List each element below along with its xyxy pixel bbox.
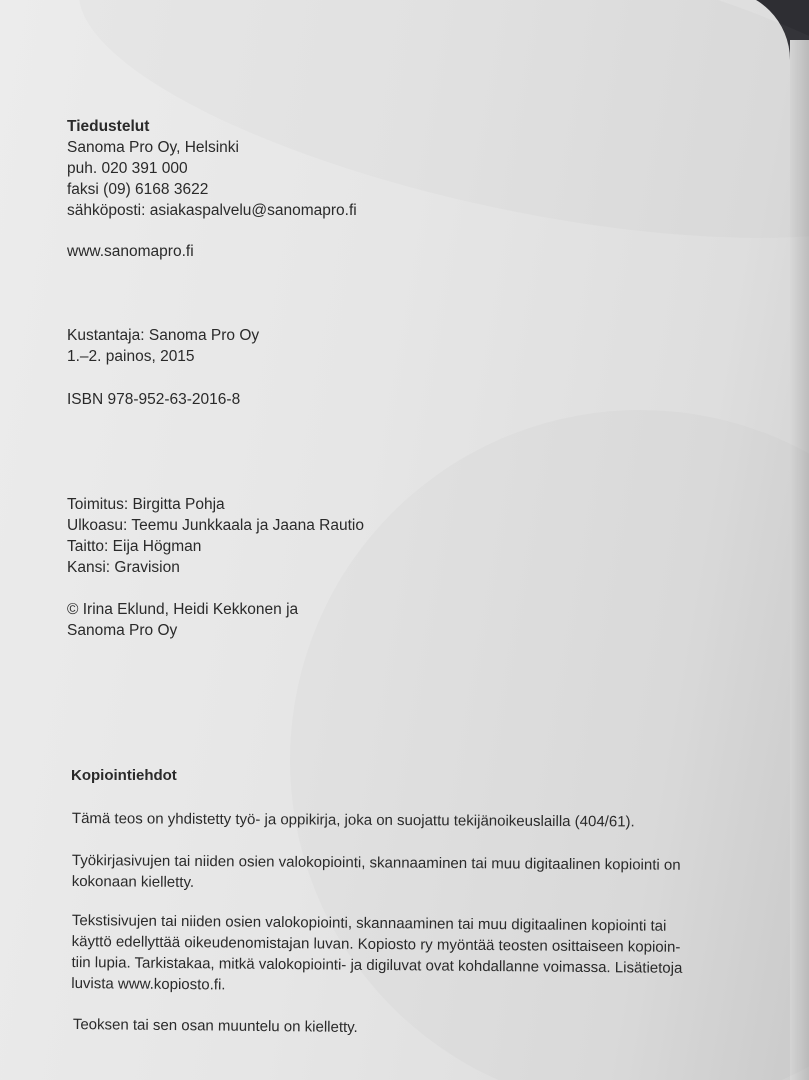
contact-block [67,116,357,221]
credit-cover: Kansi: Gravision [67,559,180,576]
contact-company: Sanoma Pro Oy, Helsinki [67,139,239,156]
contact-website: www.sanomapro.fi [67,243,194,260]
website-block [67,241,194,262]
isbn: ISBN 978-952-63-2016-8 [67,391,241,408]
terms-p3-line-3: tiin lupia. Tarkistakaa, mitkä valokopiointi- ja digiluvat ovat kohdallanne voimassa. Lisätietoja [71,953,683,977]
credit-editor: Toimitus: Birgitta Pohja [67,496,225,513]
terms-paragraph-2 [72,850,692,897]
contact-phone: puh. 020 391 000 [67,160,188,177]
terms-heading: Kopiointiehdot [71,767,177,784]
contact-fax: faksi (09) 6168 3622 [67,181,209,198]
copyright-line-1: © Irina Eklund, Heidi Kekkonen ja [67,601,299,618]
contact-email: sähköposti: asiakaspalvelu@sanomapro.fi [67,202,357,219]
copyright-line-2: Sanoma Pro Oy [67,622,178,639]
terms-p3-line-2: käyttö edellyttää oikeudenomistajan luvan. Kopiosto ry myöntää teosten osittaiseen kopioin- [71,932,681,956]
terms-paragraph-3 [71,910,692,1000]
credits-block [67,494,364,578]
terms-p3-line-1: Tekstisivujen tai niiden osien valokopiointi, skannaaminen tai muu digitaalinen kopiointi tai [71,911,667,935]
terms-heading-block [71,765,691,786]
publication-block [67,325,259,367]
isbn-block [67,389,240,410]
credit-typesetting: Taitto: Eija Högman [67,538,202,555]
terms-p3-line-4: luvista www.kopiosto.fi. [71,974,226,994]
copyright-block [67,599,298,641]
terms-p1: Tämä teos on yhdistetty työ- ja oppikirja, joka on suojattu tekijänoikeuslailla (404/61). [71,809,635,831]
contact-heading: Tiedustelut [67,118,150,135]
publisher: Kustantaja: Sanoma Pro Oy [67,327,260,344]
terms-p2-line-2: kokonaan kielletty. [71,872,195,891]
edition: 1.–2. painos, 2015 [67,348,195,365]
terms-paragraph-1 [72,808,692,833]
terms-p2-line-1: Työkirjasivujen tai niiden osien valokopiointi, skannaaminen tai muu digitaalinen kopiointi on [71,851,681,874]
credit-layout: Ulkoasu: Teemu Junkkaala ja Jaana Rautio [67,517,364,534]
terms-p4: Teoksen tai sen osan muuntelu on kielletty. [72,1015,358,1036]
